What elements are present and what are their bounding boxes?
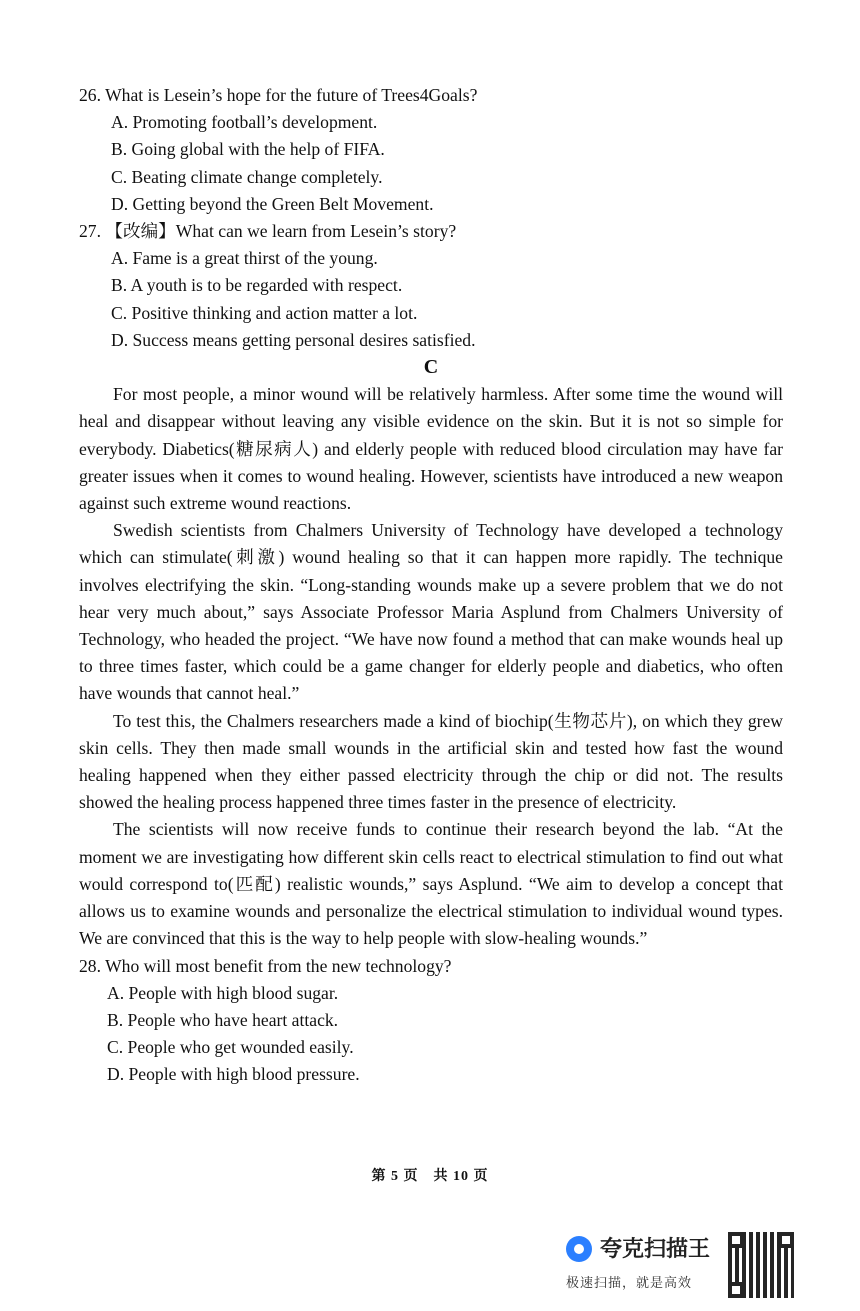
option-a: A. People with high blood sugar. <box>107 982 339 1003</box>
passage-paragraph: The scientists will now receive funds to continue their research beyond the lab. “At the moment we are investigating how different skin cells react to electrical stimulation to find out what would correspond to(匹配) realistic wounds,” says Asplund. “We aim to develop a concept that allows us to examine wounds and personalize the electrical stimulation to individual wound types. We are convinced that this is the way to help people with slow-healing wounds.” <box>79 819 783 949</box>
question-28 <box>79 953 783 1089</box>
quark-logo-icon <box>566 1236 592 1262</box>
option-b: B. A youth is to be regarded with respect. <box>111 275 403 296</box>
option-c: C. Beating climate change completely. <box>111 166 383 187</box>
watermark-app-name: 夸克扫描王 <box>600 1237 711 1262</box>
question-stem: 26. What is Lesein’s hope for the future of Trees4Goals? <box>79 85 478 105</box>
option-a: A. Promoting football’s development. <box>111 112 378 133</box>
scanner-watermark <box>566 1232 796 1298</box>
watermark-slogan: 极速扫描，就是高效 <box>566 1276 693 1291</box>
question-27 <box>79 218 783 354</box>
page-content <box>79 82 783 1089</box>
question-stem: 27. 【改编】What can we learn from Lesein’s story? <box>79 221 457 242</box>
question-stem: 28. Who will most benefit from the new technology? <box>79 955 452 976</box>
section-heading: C <box>423 356 439 379</box>
option-a: A. Fame is a great thirst of the young. <box>111 248 378 269</box>
passage-paragraph: To test this, the Chalmers researchers made a kind of biochip(生物芯片), on which they grew skin cells. They then made small wounds in the artificial skin and tested how fast the wound healing happened when they either passed electricity through the chip or did not. The results showed the healing process happened three times faster in the presence of electricity. <box>79 710 783 813</box>
page-number-footer: 第 5 页 共 10 页 <box>371 1169 489 1184</box>
qr-code-icon <box>728 1232 794 1298</box>
passage-paragraph: Swedish scientists from Chalmers University of Technology have developed a technology which can stimulate(刺激) wound healing so that it can happen more rapidly. The technique involves electrifying the skin. “Long-standing wounds make up a severe problem that we do not hear very much about,” says Associate Professor Maria Asplund from Chalmers University of Technology, who headed the project. “We have now found a method that can make wounds heal up to three times faster, which could be a game changer for elderly people and diabetics, who often have wounds that cannot heal.” <box>79 520 783 704</box>
option-c: C. People who get wounded easily. <box>107 1037 354 1058</box>
passage-paragraph: For most people, a minor wound will be relatively harmless. After some time the wound will heal and disappear without leaving any visible evidence on the skin. But it is not so simple for everybody. Diabetics(糖尿病人) and elderly people with reduced blood circulation may have far greater issues when it comes to wound healing. However, scientists have introduced a new weapon against such extreme wound reactions. <box>79 384 783 514</box>
option-d: D. Success means getting personal desires satisfied. <box>111 329 476 350</box>
option-c: C. Positive thinking and action matter a lot. <box>111 302 418 323</box>
option-d: D. People with high blood pressure. <box>107 1064 360 1085</box>
option-b: B. People who have heart attack. <box>107 1009 339 1030</box>
option-b: B. Going global with the help of FIFA. <box>111 139 385 160</box>
question-26 <box>79 82 783 218</box>
passage-c <box>79 381 783 952</box>
option-d: D. Getting beyond the Green Belt Movement. <box>111 193 434 214</box>
